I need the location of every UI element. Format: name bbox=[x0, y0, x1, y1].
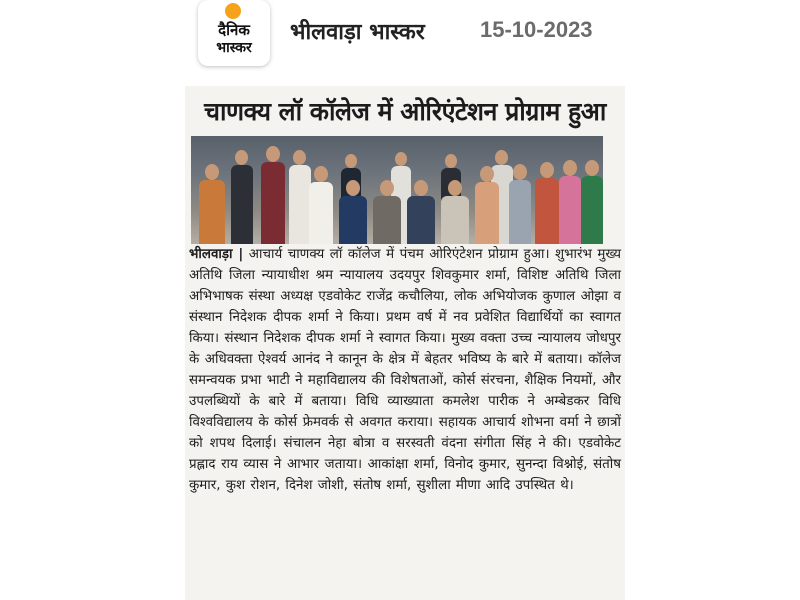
group-photo-person bbox=[309, 166, 333, 244]
group-photo-person bbox=[261, 146, 285, 244]
newspaper-clipping bbox=[185, 86, 625, 600]
logo-text-line1: दैनिक bbox=[218, 21, 250, 39]
article-dateline: भीलवाड़ा | bbox=[189, 247, 244, 262]
sun-icon bbox=[225, 3, 241, 19]
group-photo-person bbox=[199, 164, 225, 244]
group-photo-person bbox=[373, 180, 401, 244]
publication-date: 15-10-2023 bbox=[480, 17, 593, 42]
article-body bbox=[189, 244, 621, 496]
group-photo-person bbox=[475, 166, 499, 244]
group-photo-person bbox=[441, 180, 469, 244]
group-photo-person bbox=[509, 164, 531, 244]
logo-text-line2: भास्कर bbox=[216, 40, 252, 56]
dainik-bhaskar-logo bbox=[198, 0, 270, 66]
group-photo-person bbox=[289, 150, 311, 244]
group-photo-person bbox=[559, 160, 581, 244]
group-photo-person bbox=[407, 180, 435, 244]
group-photo-person bbox=[339, 180, 367, 244]
page-header bbox=[0, 0, 800, 72]
group-photo bbox=[191, 136, 603, 244]
newspaper-edition-name: भीलवाड़ा भास्कर bbox=[290, 20, 425, 45]
article-headline: चाणक्य लॉ कॉलेज में ओरिएंटेशन प्रोग्राम हुआ bbox=[204, 97, 606, 126]
group-photo-person bbox=[581, 160, 603, 244]
group-photo-person bbox=[231, 150, 253, 244]
article-text: आचार्य चाणक्य लॉ कॉलेज में पंचम ओरिएंटेशन प्रोग्राम हुआ। शुभारंभ मुख्य अतिथि जिला न्यायाधीश श्रम न्यायालय उदयपुर शिवकुमार शर्मा, विशिष्ट अतिथि जिला अभिभाषक संस्था अध्यक्ष एडवोकेट राजेंद्र कचौलिया, लोक अभियोजक कुणाल ओझा व संस्थान निदेशक दीपक शर्मा ने किया। प्रथम वर्ष में नव प्रवेशित विद्यार्थियों का स्वागत किया। संस्थान निदेशक दीपक शर्मा ने स्वागत किया। मुख्य वक्ता उच्च न्यायालय जोधपुर के अधिवक्ता ऐश्वर्य आनंद ने कानून के क्षेत्र में बेहतर भविष्य के बारे में बताया। कॉलेज समन्वयक प्रभा भाटी ने महाविद्यालय की विशेषताओं, कोर्स संरचना, शैक्षिक नियमों, और उपलब्धियों के बारे में बताया। विधि व्याख्याता कमलेश पारीक ने अम्बेडकर विधि विश्वविद्यालय के कोर्स फ्रेमवर्क से अवगत कराया। सहायक आचार्य शोभना वर्मा ने छात्रों को शपथ दिलाई। संचालन नेहा बोत्रा व सरस्वती वंदना संगीता सिंह ने की। एडवोकेट प्रह्लाद राय व्यास ने आभार जताया। आकांक्षा शर्मा, विनोद कुमार, सुनन्दा विश्नोई, संतोष कुमार, कुश रोशन, दिनेश जोशी, संतोष शर्मा, सुशीला मीणा आदि उपस्थित थे। bbox=[189, 247, 621, 493]
group-photo-person bbox=[535, 162, 559, 244]
